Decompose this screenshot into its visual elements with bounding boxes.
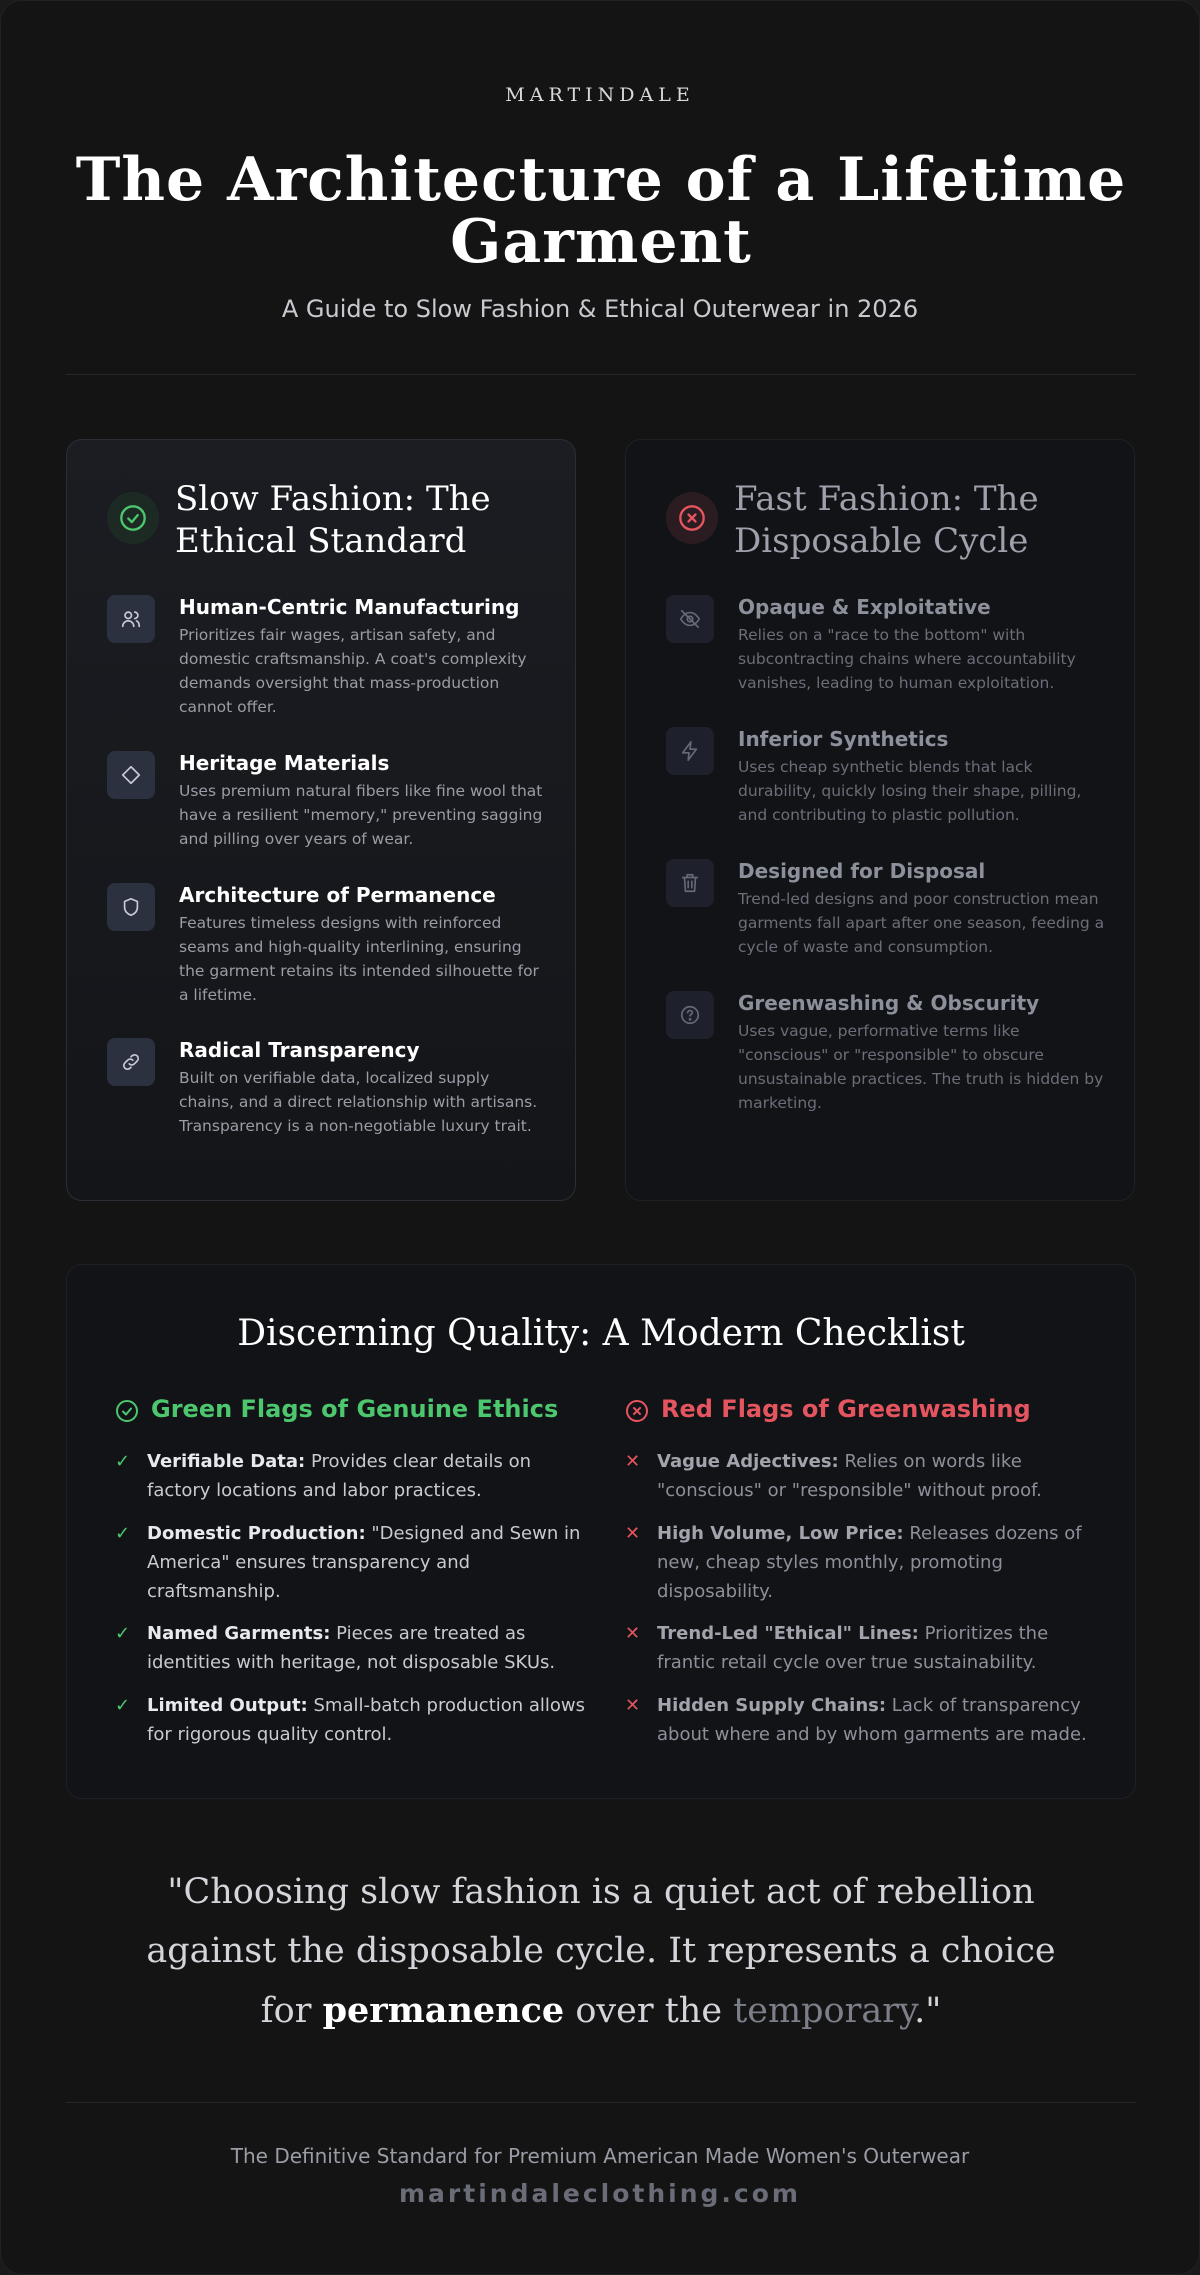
quality-checklist: [66, 1264, 1136, 1799]
flag-label: Limited Output:: [147, 1695, 308, 1716]
flag-label: Hidden Supply Chains:: [657, 1695, 887, 1716]
slow-card-header: [107, 478, 547, 561]
flag-desc: Provides clear details on factory locations and labor practices.: [147, 1451, 532, 1501]
shield-icon: [107, 883, 155, 931]
check-mark-icon: ✓: [115, 1523, 131, 1544]
x-mark-icon: ✕: [625, 1451, 641, 1472]
fast-item-title: Inferior Synthetics: [738, 727, 949, 751]
flag-label: Trend-Led "Ethical" Lines:: [657, 1623, 919, 1644]
quote-text: .": [914, 1991, 942, 2031]
check-mark-icon: ✓: [115, 1451, 131, 1472]
fast-item-desc: Trend-led designs and poor construction mean garments fall apart after one season, feeding a cycle of waste and consumption.: [738, 890, 1105, 956]
fast-item-title: Greenwashing & Obscurity: [738, 991, 1040, 1015]
fast-item-desc: Uses cheap synthetic blends that lack durability, quickly losing their shape, pilling, and contributing to plastic pollution.: [738, 758, 1082, 824]
divider: [66, 2102, 1136, 2103]
flag-label: Named Garments:: [147, 1623, 331, 1644]
slow-item-desc: Prioritizes fair wages, artisan safety, and domestic craftsmanship. A coat's complexity demands oversight that mass-production cannot offer.: [179, 626, 527, 716]
slow-item-title: Human-Centric Manufacturing: [179, 595, 520, 619]
fast-item-title: Designed for Disposal: [738, 859, 986, 883]
trash-icon: [666, 859, 714, 907]
quote-emphasis: permanence: [322, 1990, 565, 2031]
slow-item-desc: Uses premium natural fibers like fine wool that have a resilient "memory," preventing sagging and pilling over years of wear.: [179, 782, 543, 848]
flag-label: Vague Adjectives:: [657, 1451, 839, 1472]
closing-quote: [121, 1863, 1081, 2041]
check-mark-icon: ✓: [115, 1695, 131, 1716]
footer-tagline: The Definitive Standard for Premium American Made Women's Outerwear: [230, 2144, 970, 2168]
slow-item-title: Heritage Materials: [179, 751, 390, 775]
check-mark-icon: ✓: [115, 1623, 131, 1644]
x-mark-icon: ✕: [625, 1695, 641, 1716]
x-circle-icon: [625, 1399, 649, 1423]
slow-item-desc: Built on verifiable data, localized supply chains, and a direct relationship with artisans. Transparency is a non-negotiable luxury trait.: [179, 1069, 538, 1135]
page-subtitle: A Guide to Slow Fashion & Ethical Outerwear in 2026: [281, 295, 919, 323]
lightning-icon: [666, 727, 714, 775]
slow-fashion-card: [66, 439, 576, 1201]
flag-desc: Relies on words like "conscious" or "responsible" without proof.: [657, 1451, 1042, 1501]
check-circle-icon: [107, 492, 159, 544]
footer-website-link[interactable]: martindaleclothing.com: [399, 2179, 801, 2208]
divider: [66, 374, 1136, 375]
flag-desc: Releases dozens of new, cheap styles monthly, promoting disposability.: [657, 1523, 1082, 1602]
eye-off-icon: [666, 595, 714, 643]
slow-item-desc: Features timeless designs with reinforced seams and high-quality interlining, ensuring the garment retains its intended silhouette for a lifetime.: [179, 914, 539, 1004]
slow-card-title: Slow Fashion: The Ethical Standard: [175, 479, 491, 561]
diamond-icon: [107, 751, 155, 799]
slow-item-title: Architecture of Permanence: [179, 883, 496, 907]
x-mark-icon: ✕: [625, 1623, 641, 1644]
x-mark-icon: ✕: [625, 1523, 641, 1544]
question-circle-icon: [666, 991, 714, 1039]
page-title: The Architecture of a Lifetime Garment: [75, 145, 1127, 277]
fast-fashion-card: [625, 439, 1135, 1201]
flag-desc: Pieces are treated as identities with heritage, not disposable SKUs.: [147, 1623, 556, 1673]
link-icon: [107, 1038, 155, 1086]
flag-label: Verifiable Data:: [147, 1451, 306, 1472]
flag-label: Domestic Production:: [147, 1523, 366, 1544]
quote-text: "Choosing slow fashion is a quiet act of rebellion against the disposable cycle. It represents a choice for: [146, 1872, 1056, 2031]
fast-card-header: [666, 478, 1106, 561]
flag-desc: Lack of transparency about where and by whom garments are made.: [657, 1695, 1087, 1745]
check-circle-icon: [115, 1399, 139, 1423]
fast-item-desc: Uses vague, performative terms like "conscious" or "responsible" to obscure unsustainable practices. The truth is hidden by marketing.: [738, 1022, 1104, 1112]
fast-item-desc: Relies on a "race to the bottom" with subcontracting chains where accountability vanishes, leading to human exploitation.: [738, 626, 1076, 692]
green-flags-heading-text: Green Flags of Genuine Ethics: [151, 1395, 559, 1423]
quote-text: over the: [564, 1991, 734, 2031]
flag-label: High Volume, Low Price:: [657, 1523, 904, 1544]
flag-desc: "Designed and Sewn in America" ensures transparency and craftsmanship.: [147, 1523, 581, 1602]
fast-card-title: Fast Fashion: The Disposable Cycle: [734, 479, 1039, 561]
red-flags-heading-text: Red Flags of Greenwashing: [661, 1395, 1031, 1423]
slow-item-title: Radical Transparency: [179, 1038, 420, 1062]
quote-muted-word: temporary: [733, 1991, 915, 2031]
checklist-title: Discerning Quality: A Modern Checklist: [237, 1313, 965, 1354]
users-icon: [107, 595, 155, 643]
flag-desc: Prioritizes the frantic retail cycle over true sustainability.: [657, 1623, 1049, 1673]
brand-logo: MARTINDALE: [505, 84, 695, 106]
fast-item-title: Opaque & Exploitative: [738, 595, 991, 619]
x-circle-icon: [666, 492, 718, 544]
flag-desc: Small-batch production allows for rigorous quality control.: [147, 1695, 586, 1745]
